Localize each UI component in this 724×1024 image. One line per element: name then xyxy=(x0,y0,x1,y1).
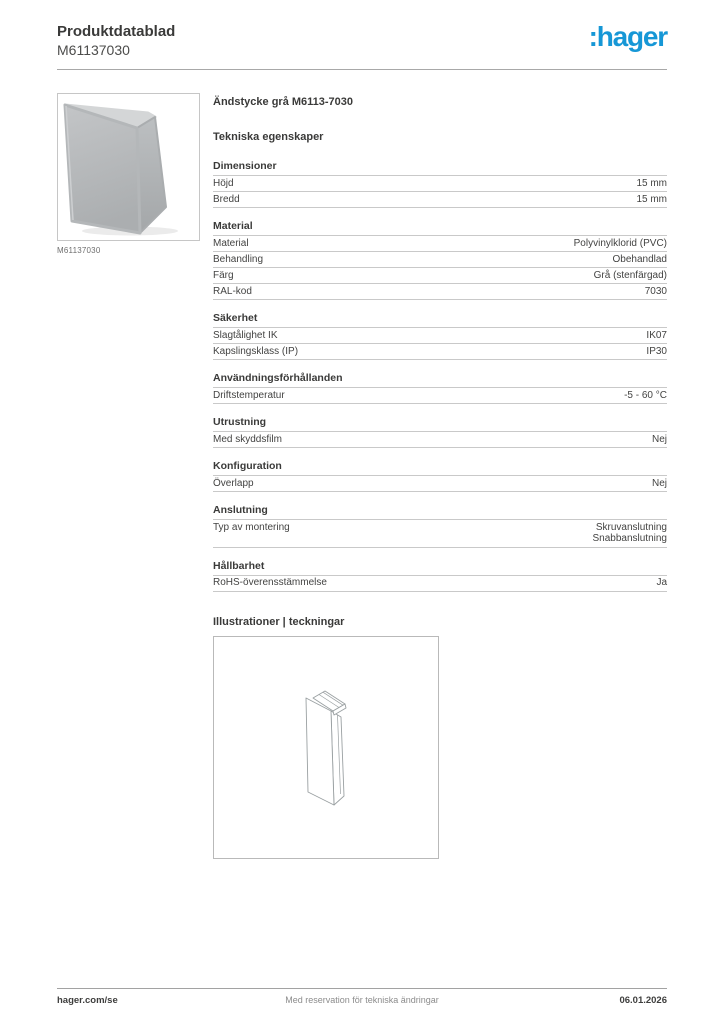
spec-section xyxy=(213,416,667,448)
tech-sections xyxy=(213,160,667,592)
spec-value-line: IP30 xyxy=(646,345,667,357)
spec-label: Med skyddsfilm xyxy=(213,433,282,445)
spec-row xyxy=(213,176,667,192)
spec-value xyxy=(613,254,668,266)
spec-section-title: Material xyxy=(213,220,667,236)
footer-date: 06.01.2026 xyxy=(619,995,667,1006)
spec-label: Material xyxy=(213,237,249,249)
spec-value-line: Skruvanslutning xyxy=(595,521,667,533)
header xyxy=(57,22,667,59)
spec-value-line: Nej xyxy=(651,433,667,445)
spec-value-line: 15 mm xyxy=(636,177,667,189)
spec-section xyxy=(213,220,667,300)
product-photo-caption: M61137030 xyxy=(57,246,101,255)
footer xyxy=(57,988,667,1006)
spec-value xyxy=(645,286,667,298)
spec-value-line: IK07 xyxy=(646,329,667,341)
spec-row xyxy=(213,328,667,344)
spec-value-line: 7030 xyxy=(644,285,667,297)
spec-section-title: Dimensioner xyxy=(213,160,667,176)
spec-value-line: Obehandlad xyxy=(612,253,667,265)
product-photo-column xyxy=(57,93,200,859)
spec-label: Driftstemperatur xyxy=(213,389,285,401)
spec-value-line: -5 - 60 °C xyxy=(624,389,667,401)
spec-value-line: Polyvinylklorid (PVC) xyxy=(573,237,667,249)
spec-value xyxy=(574,238,667,250)
spec-label: RAL-kod xyxy=(213,285,252,297)
spec-section xyxy=(213,460,667,492)
spec-label: Överlapp xyxy=(213,477,254,489)
main-content xyxy=(57,93,667,859)
spec-section-title: Konfiguration xyxy=(213,460,667,476)
spec-label: Behandling xyxy=(213,253,264,265)
spec-label: Färg xyxy=(213,269,234,281)
footer-disclaimer: Med reservation för tekniska ändringar xyxy=(285,995,439,1005)
spec-row xyxy=(213,520,667,548)
spec-value-line: Grå (stenfärgad) xyxy=(593,269,667,281)
spec-label: Bredd xyxy=(213,193,240,205)
product-title: Ändstycke grå M6113-7030 xyxy=(213,96,354,108)
illustration-box xyxy=(213,636,439,859)
spec-section xyxy=(213,160,667,208)
spec-label: Typ av montering xyxy=(213,521,290,533)
spec-row xyxy=(213,284,667,300)
spec-row xyxy=(213,576,667,592)
spec-value xyxy=(652,434,667,446)
spec-section-title: Anslutning xyxy=(213,504,667,520)
spec-value xyxy=(636,194,667,206)
spec-label: RoHS-överensstämmelse xyxy=(213,577,327,588)
spec-label: Slagtålighet IK xyxy=(213,329,278,341)
spec-value xyxy=(636,178,667,190)
spec-section xyxy=(213,312,667,360)
spec-value xyxy=(652,478,667,490)
header-titles xyxy=(57,22,175,59)
spec-row xyxy=(213,432,667,448)
spec-section xyxy=(213,504,667,548)
spec-value-line: Snabbanslutning xyxy=(592,533,667,544)
spec-label: Kapslingsklass (IP) xyxy=(213,345,299,357)
spec-value xyxy=(594,270,667,282)
spec-value xyxy=(656,577,667,589)
spec-value xyxy=(624,390,667,402)
spec-value xyxy=(592,522,667,545)
spec-row xyxy=(213,388,667,404)
document-title: Produktdatablad xyxy=(57,23,176,40)
spec-value xyxy=(646,346,667,358)
product-photo xyxy=(57,93,200,241)
spec-row xyxy=(213,476,667,492)
spec-section-title: Säkerhet xyxy=(213,312,667,328)
end-cap-line-drawing xyxy=(214,637,438,858)
spec-row xyxy=(213,344,667,360)
spec-section-title: Användningsförhållanden xyxy=(213,372,667,388)
spec-row xyxy=(213,192,667,208)
spec-section-title: Utrustning xyxy=(213,416,667,432)
spec-section xyxy=(213,560,667,592)
hager-logo: :hager xyxy=(588,21,667,52)
spec-value xyxy=(646,330,667,342)
spec-value-line: 15 mm xyxy=(636,193,667,205)
spec-row xyxy=(213,268,667,284)
gray-end-cap-image xyxy=(58,94,199,240)
spec-column xyxy=(213,93,667,859)
spec-section-title: Hållbarhet xyxy=(213,560,667,576)
footer-website: hager.com/se xyxy=(57,995,118,1006)
spec-value-line: Ja xyxy=(656,577,667,588)
tech-properties-heading: Tekniska egenskaper xyxy=(213,131,324,143)
spec-label: Höjd xyxy=(213,177,234,189)
spec-row xyxy=(213,236,667,252)
header-divider xyxy=(57,69,667,70)
spec-section xyxy=(213,372,667,404)
spec-row xyxy=(213,252,667,268)
illustrations-heading: Illustrationer | teckningar xyxy=(213,615,345,628)
spec-value-line: Nej xyxy=(651,477,667,489)
document-reference: M61137030 xyxy=(57,42,130,58)
